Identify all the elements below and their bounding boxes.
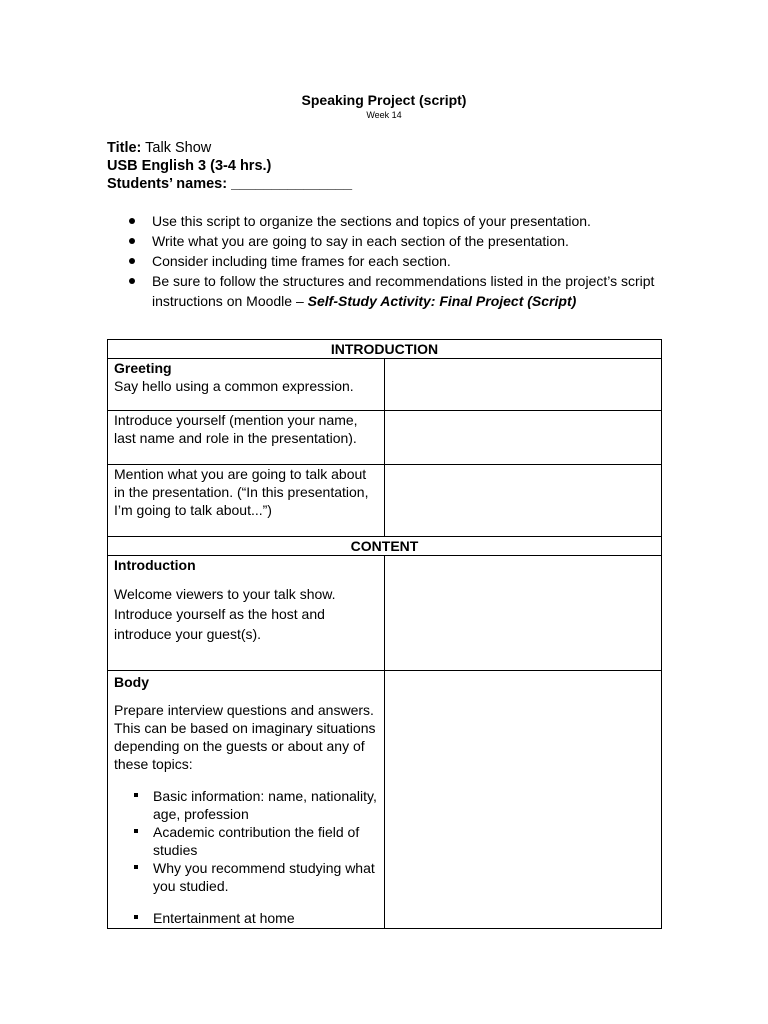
greeting-heading: Greeting — [114, 360, 172, 376]
instruction-item: Consider including time frames for each section. — [127, 251, 687, 271]
bullet-icon — [129, 238, 135, 244]
intro-answer-cell[interactable] — [385, 556, 662, 671]
instruction-item: Write what you are going to say in each section of the presentation. — [127, 231, 687, 251]
project-meta — [107, 139, 352, 193]
document-title: Speaking Project (script) — [301, 92, 467, 108]
instructions-list — [127, 211, 687, 311]
course-line: USB English 3 (3-4 hrs.) — [107, 158, 272, 174]
body-answer-cell[interactable] — [385, 671, 662, 929]
introduce-prompt — [108, 411, 385, 465]
introduce-text: Introduce yourself (mention your name, last name and role in the presentation). — [114, 412, 358, 446]
topic-item: Basic information: name, nationality, age, profession — [114, 787, 378, 823]
topic-item: Academic contribution the field of studies — [114, 823, 378, 859]
title-value: Talk Show — [145, 140, 212, 156]
mention-answer-cell[interactable] — [385, 465, 662, 537]
intro-prompt — [108, 556, 385, 671]
intro-text: Welcome viewers to your talk show. Introduce yourself as the host and introduce your guest(s). — [114, 586, 336, 642]
square-bullet-icon — [134, 829, 138, 833]
bullet-icon — [129, 258, 135, 264]
body-prompt — [108, 671, 385, 929]
title-line — [107, 139, 352, 157]
bullet-icon — [129, 218, 135, 224]
intro-heading: Introduction — [114, 557, 196, 573]
mention-text: Mention what you are going to talk about in the presentation. (“In this presentation, I’m going to talk about...”) — [114, 466, 369, 518]
bullet-icon — [129, 278, 135, 284]
topic-item: Why you recommend studying what you studied. — [114, 859, 378, 895]
instruction-item: Be sure to follow the structures and recommendations listed in the project’s script instructions on Moodle – Self-Study Activity: Final Project (Script) — [127, 271, 687, 311]
title-label: Title: — [107, 140, 142, 156]
content-header: CONTENT — [108, 537, 662, 556]
square-bullet-icon — [134, 915, 138, 919]
instruction-item: Use this script to organize the sections and topics of your presentation. — [127, 211, 687, 231]
square-bullet-icon — [134, 793, 138, 797]
moodle-activity-name: Self-Study Activity: Final Project (Script) — [307, 293, 577, 309]
introduce-answer-cell[interactable] — [385, 411, 662, 465]
greeting-text: Say hello using a common expression. — [114, 378, 354, 394]
body-heading: Body — [114, 674, 149, 690]
week-label: Week 14 — [366, 110, 402, 120]
greeting-answer-cell[interactable] — [385, 359, 662, 411]
introduction-header: INTRODUCTION — [108, 340, 662, 359]
greeting-prompt — [108, 359, 385, 411]
body-text: Prepare interview questions and answers. This can be based on imaginary situations depending on the guests or about any of these topics: — [114, 702, 376, 772]
students-line: Students’ names: _______________ — [107, 176, 353, 192]
topic-item: Entertainment at home — [114, 909, 378, 927]
mention-prompt — [108, 465, 385, 537]
script-table — [107, 339, 662, 929]
body-topics-list — [114, 787, 378, 927]
square-bullet-icon — [134, 865, 138, 869]
